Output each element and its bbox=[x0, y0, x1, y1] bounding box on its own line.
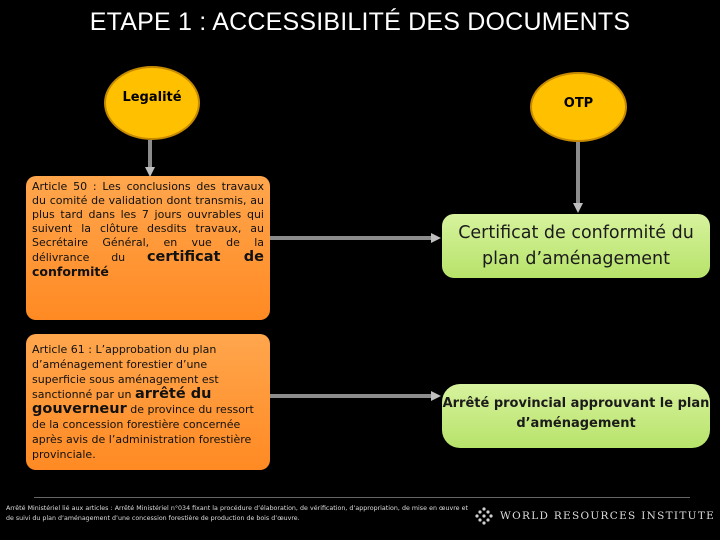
footer-note: Arrêté Ministériel lié aux articles : Arrêté Ministériel n°034 fixant la procédure d’élaboration, de vérification, d’appropriation, de mise en œuvre et de suivi du plan d’aménagement d’une concession forestière de production de bois d’œuvre. bbox=[6, 505, 468, 522]
node-article-61 bbox=[26, 334, 270, 470]
node-arrete: Arrêté provincial approuvant le plan d’aménagement bbox=[442, 384, 710, 448]
node-certificat: Certificat de conformité du plan d’aménagement bbox=[442, 214, 710, 278]
article-61-tail: de province du ressort de la concession forestière concernée après avis de l’administration forestière provinciale. bbox=[32, 403, 254, 461]
article-61-text: Article 61 : L’approbation du plan d’aménagement forestier d’une superficie sous aménagement est sanctionné par un bbox=[32, 343, 219, 401]
slide-title: ETAPE 1 : ACCESSIBILITÉ DES DOCUMENTS bbox=[89, 8, 631, 36]
wri-name: WORLD RESOURCES INSTITUTE bbox=[500, 510, 716, 522]
node-article-50 bbox=[26, 176, 270, 320]
footer-divider bbox=[34, 497, 690, 498]
article-50-text: Article 50 : Les conclusions des travaux du comité de validation dont transmis, au plus tard dans les 7 jours ouvrables qui suivent la clôture desdits travaux, au Secrétaire Général, en vue de la délivrance du bbox=[32, 180, 264, 264]
node-legalite: Legalité bbox=[104, 66, 200, 140]
wri-brand bbox=[474, 506, 715, 526]
wri-logo-icon bbox=[474, 506, 494, 526]
article-61-emphasis: arrêté du gouverneur bbox=[32, 386, 212, 417]
node-otp: OTP bbox=[530, 72, 627, 142]
article-50-emphasis: certificat de bbox=[146, 249, 265, 265]
article-50-tail: conformité bbox=[32, 264, 109, 279]
